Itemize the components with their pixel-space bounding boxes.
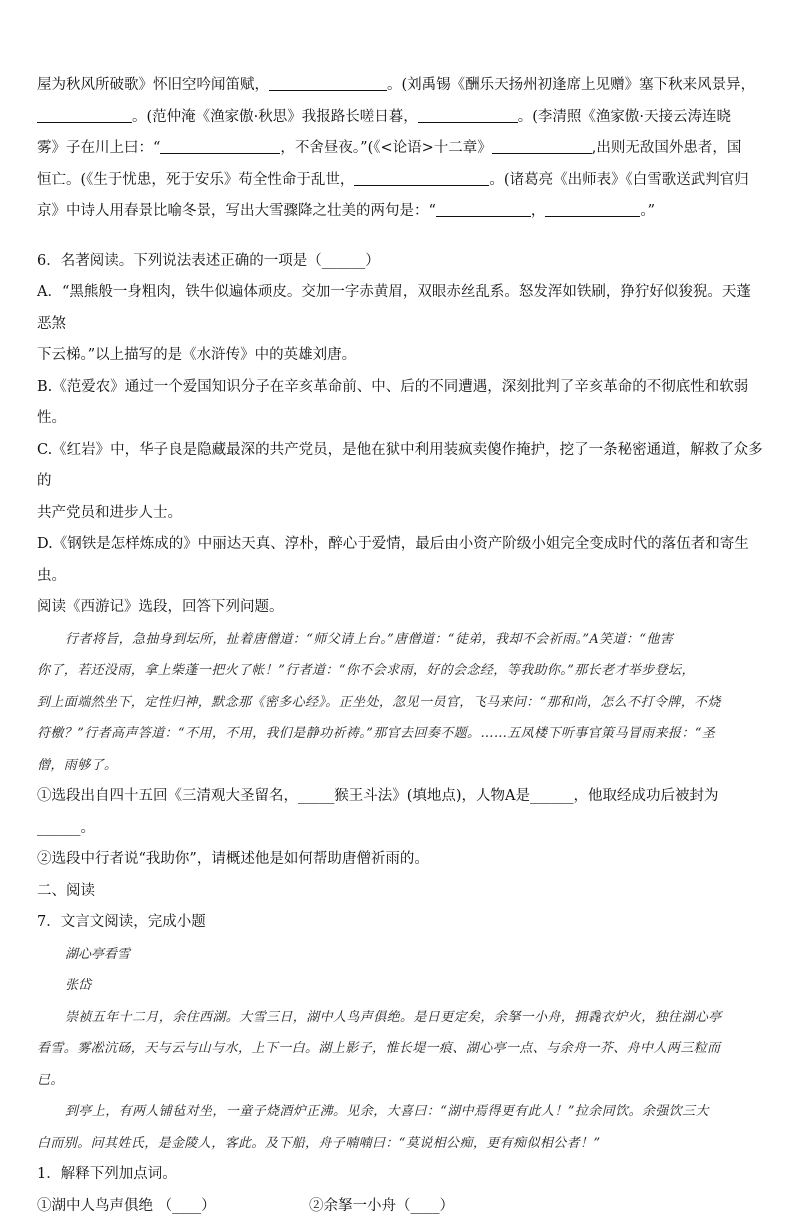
question-7-stem: 7．文言文阅读，完成小题 — [37, 907, 763, 939]
answer-blank[interactable] — [436, 202, 531, 217]
text: 。(范仲淹《渔家傲·秋思》我报路长嗟日暮， — [132, 109, 418, 125]
option-c-line-1[interactable]: C.《红岩》中，华子良是隐藏最深的共产党员，是他在狱中利用装疯卖傻作掩护，挖了一条秘密通道，解救了众多的 — [37, 435, 763, 498]
word-item-1[interactable]: ①湖中人鸟声俱绝 （____） — [37, 1191, 309, 1222]
text: 。(刘禹锡《酬乐天扬州初逢席上见赠》塞下秋来风景异， — [387, 77, 755, 93]
passage-line: 僧，雨够了。 — [37, 750, 763, 782]
passage-line: 行者将旨，急抽身到坛所，扯着唐僧道：“师父请上台。”唐僧道：“徒弟，我却不会祈雨。”A笑道：“他害 — [37, 624, 763, 656]
text: 雾》子在川上曰：“ — [37, 140, 160, 156]
section-heading: 二、阅读 — [37, 876, 763, 908]
text: 恒亡。(《生于忧患，死于安乐》苟全性命于乱世， — [37, 172, 354, 188]
fill-line-5 — [37, 196, 763, 228]
reading-intro: 阅读《西游记》选段，回答下列问题。 — [37, 592, 763, 624]
passage-line: 你了，若还没雨，拿上柴蓬一把火了帐！”行者道：“你不会求雨，好的会念经，等我助你。”那长老才举步登坛， — [37, 655, 763, 687]
text: 。(诸葛亮《出师表》《白雪歌送武判官归 — [489, 172, 748, 188]
sub-question-heading: 1．解释下列加点词。 — [37, 1159, 763, 1191]
answer-blank[interactable] — [545, 202, 640, 217]
answer-blank[interactable] — [269, 76, 387, 91]
passage-line: 符檄？”行者高声答道：“不用，不用，我们是静功祈祷。”那官去回奏不题。……五凤楼下听事官策马冒雨来报：“圣 — [37, 718, 763, 750]
option-a-line-1[interactable]: A．“黑熊般一身粗肉，铁牛似遍体顽皮。交加一字赤黄眉，双眼赤丝乱系。怒发浑如铁刷，狰狞好似狻猊。天蓬恶煞 — [37, 277, 763, 340]
fill-line-1 — [37, 70, 763, 102]
answer-blank[interactable] — [354, 171, 489, 186]
passage-line: 白而别。问其姓氏，是金陵人，客此。及下船，舟子喃喃曰：“莫说相公痴，更有痴似相公者！” — [37, 1128, 763, 1160]
text: ,出则无敌国外患者，国 — [592, 140, 742, 156]
option-b[interactable]: B.《范爱农》通过一个爱国知识分子在辛亥革命前、中、后的不同遭遇，深刻批判了辛亥革命的不彻底性和软弱性。 — [37, 372, 763, 435]
text: 。” — [640, 203, 655, 219]
text: 京》中诗人用春景比喻冬景，写出大雪骤降之壮美的两句是：“ — [37, 203, 436, 219]
text: ， — [531, 203, 546, 219]
passage-title: 湖心亭看雪 — [37, 939, 763, 971]
passage-author: 张岱 — [37, 970, 763, 1002]
passage-line: 崇祯五年十二月，余住西湖。大雪三日，湖中人鸟声俱绝。是日更定矣，余拏一小舟，拥毳衣炉火，独往湖心亭 — [37, 1002, 763, 1034]
answer-blank[interactable] — [37, 108, 132, 123]
text: 屋为秋风所破歌》怀旧空吟闻笛赋， — [37, 77, 269, 93]
question-6-stem: 6．名著阅读。下列说法表述正确的一项是（______） — [37, 246, 763, 278]
fill-line-3 — [37, 133, 763, 165]
option-c-line-2: 共产党员和进步人士。 — [37, 498, 763, 530]
fill-line-4 — [37, 165, 763, 197]
word-explain-row — [37, 1191, 763, 1222]
word-item-2[interactable]: ②余拏一小舟（____） — [309, 1191, 454, 1222]
option-a-line-2: 下云梯。”以上描写的是《水浒传》中的英雄刘唐。 — [37, 340, 763, 372]
sub-question-2: ②选段中行者说“我助你”，请概述他是如何帮助唐僧祈雨的。 — [37, 844, 763, 876]
option-d[interactable]: D.《钢铁是怎样炼成的》中丽达天真、淳朴，醉心于爱情，最后由小资产阶级小姐完全变成时代的落伍者和寄生虫。 — [37, 529, 763, 592]
passage-line: 看雪。雾凇沆砀，天与云与山与水，上下一白。湖上影子，惟长堤一痕、湖心亭一点、与余舟一芥、舟中人两三粒而 — [37, 1033, 763, 1065]
passage-line: 到上面端然坐下，定性归神，默念那《密多心经》。正坐处，忽见一员官，飞马来问：“那和尚，怎么不打令牌，不烧 — [37, 687, 763, 719]
passage-line: 到亭上，有两人铺毡对坐，一童子烧酒炉正沸。见余，大喜曰：“湖中焉得更有此人！”拉余同饮。余强饮三大 — [37, 1096, 763, 1128]
sub-question-1: ①选段出自四十五回《三清观大圣留名，_____猴王斗法》(填地点)，人物A是______，他取经成功后被封为______。 — [37, 781, 763, 844]
passage-line: 已。 — [37, 1065, 763, 1097]
answer-blank[interactable] — [418, 108, 518, 123]
exam-page — [37, 70, 763, 1222]
answer-blank[interactable] — [160, 139, 280, 154]
text: ，不舍昼夜。”(《<论语>十二章》 — [280, 140, 491, 156]
fill-line-2 — [37, 102, 763, 134]
text: 。(李清照《渔家傲·天接云涛连晓 — [518, 109, 731, 125]
answer-blank[interactable] — [492, 139, 592, 154]
